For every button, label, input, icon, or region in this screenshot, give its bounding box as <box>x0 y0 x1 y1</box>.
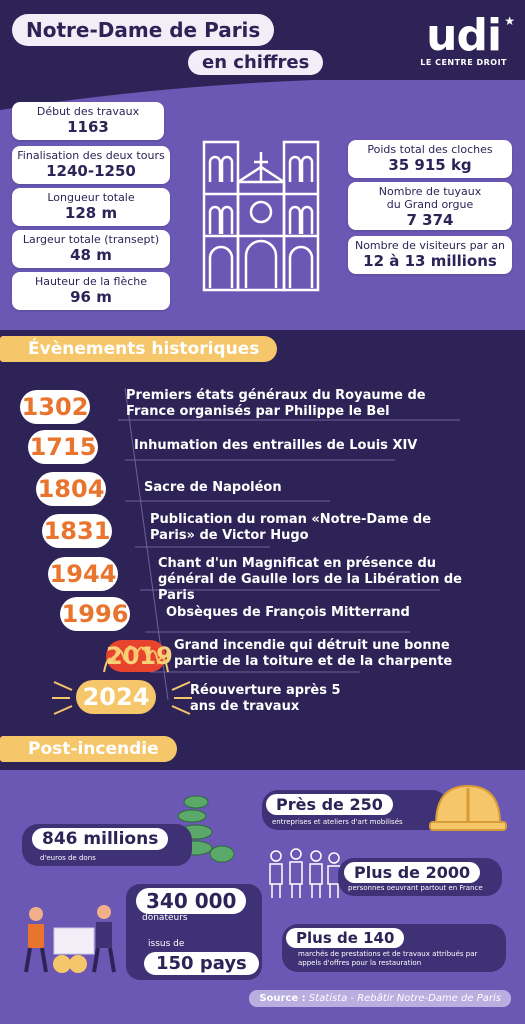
event-year-1944: 1944 <box>48 557 118 591</box>
event-year-1996: 1996 <box>60 597 130 631</box>
event-year-1831: 1831 <box>42 514 112 548</box>
stat-visiteurs: Nombre de visiteurs par an 12 à 13 millions <box>348 236 512 274</box>
donor-people-icon <box>14 902 128 978</box>
event-text-1715: Inhumation des entrailles de Louis XIV <box>134 438 418 453</box>
event-text-1831: Publication du roman «Notre-Dame de Paris» de Victor Hugo <box>150 512 432 543</box>
udi-logo <box>420 10 515 67</box>
stat-orgue: Nombre de tuyaux du Grand orgue 7 374 <box>348 182 512 230</box>
stat-fleche: Hauteur de la flèche 96 m <box>12 272 170 310</box>
event-text-1944: Chant d'un Magnificat en présence du général de Gaulle lors de la Libération de Paris <box>158 556 462 603</box>
event-year-1804: 1804 <box>36 472 106 506</box>
flames-icon <box>100 632 172 678</box>
source-badge <box>249 990 511 1007</box>
event-year-1302: 1302 <box>20 390 90 424</box>
page-subtitle: en chiffres <box>188 50 323 75</box>
marches-label: marchés de prestations et de travaux attribués par appels d'offres pour la restauration <box>298 950 478 967</box>
logo-tagline: LE CENTRE DROIT <box>420 58 507 67</box>
event-text-2019: Grand incendie qui détruit une bonne partie de la toiture et de la charpente <box>174 638 453 669</box>
dons-label: d'euros de dons <box>40 854 96 862</box>
donateurs-label: donateurs <box>142 913 188 923</box>
stat-tours: Finalisation des deux tours 1240-1250 <box>12 146 170 184</box>
stat-debut: Début des travaux 1163 <box>12 102 164 140</box>
event-year-1715: 1715 <box>28 430 98 464</box>
event-text-1804: Sacre de Napoléon <box>144 480 282 495</box>
events-section-title: Évènements historiques <box>0 336 277 362</box>
workers-group-icon <box>262 842 348 902</box>
source-text: Statista - Rebâtir Notre-Dame de Paris <box>308 993 501 1004</box>
event-year-2024: 2024 <box>76 680 156 714</box>
personnes-label: personnes oeuvrant partout en France <box>348 884 483 892</box>
pays-value: 150 pays <box>144 952 259 975</box>
cathedral-icon <box>198 122 324 292</box>
stat-largeur: Largeur totale (transept) 48 m <box>12 230 170 268</box>
event-text-1302: Premiers états généraux du Royaume de France organisés par Philippe le Bel <box>126 388 426 419</box>
entreprises-label: entreprises et ateliers d'art mobilisés <box>272 818 403 826</box>
entreprises-value: Près de 250 <box>266 794 393 815</box>
logo-word: udi <box>426 10 502 61</box>
pays-prefix: issus de <box>148 939 185 949</box>
personnes-value: Plus de 2000 <box>344 862 480 883</box>
donateurs-value: 340 000 <box>136 888 246 914</box>
page-title: Notre-Dame de Paris <box>12 14 274 46</box>
event-text-2024: Réouverture après 5 ans de travaux <box>190 683 341 714</box>
dons-value: 846 millions <box>32 828 168 850</box>
marches-value: Plus de 140 <box>286 928 404 948</box>
event-text-1996: Obsèques de François Mitterrand <box>166 605 410 620</box>
hard-hat-icon <box>428 778 508 834</box>
stat-cloches: Poids total des cloches 35 915 kg <box>348 140 512 178</box>
source-prefix: Source : <box>259 993 306 1004</box>
stat-longueur: Longueur totale 128 m <box>12 188 170 226</box>
event-year-2019: 2019 <box>106 642 173 670</box>
post-section-title: Post-incendie <box>0 736 177 762</box>
star-icon: ★ <box>504 14 515 28</box>
